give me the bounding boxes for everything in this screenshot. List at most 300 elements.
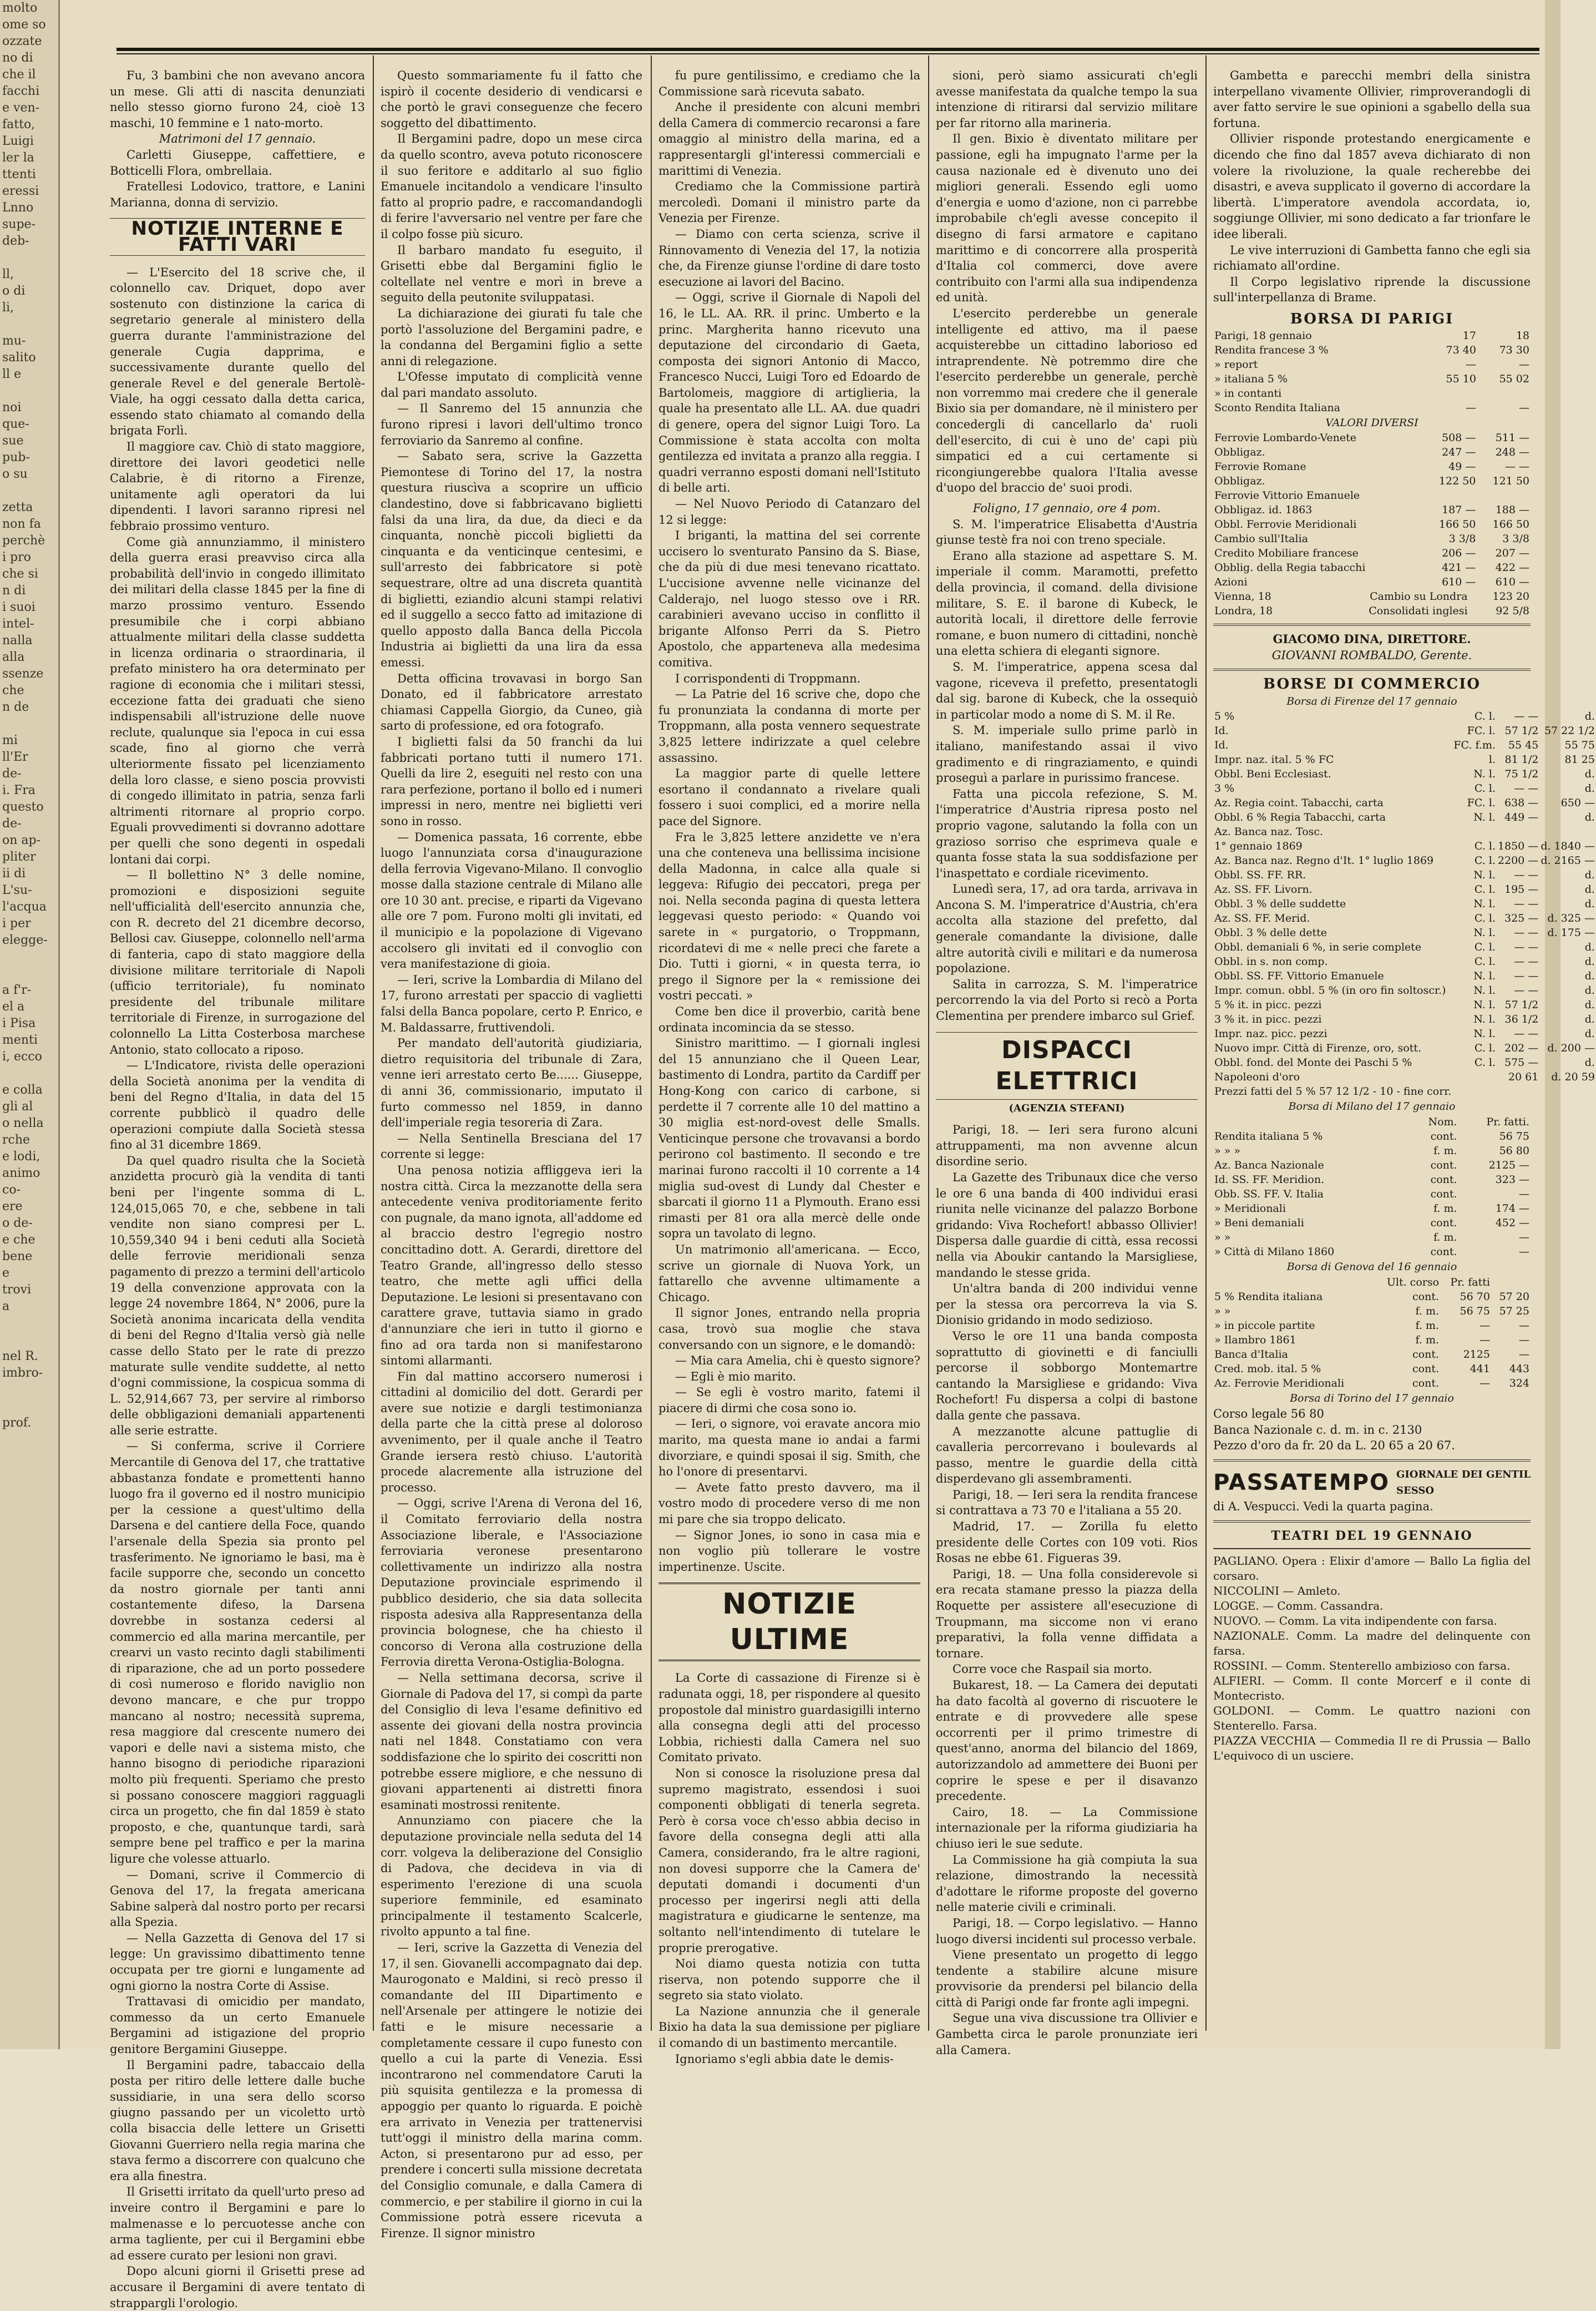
table-cell: Nom. [1428,1116,1457,1129]
table-cell: — [1465,401,1476,414]
table-cell: Rendita italiana 5 % [1214,1130,1323,1143]
table-row [1213,1012,1596,1026]
table-cell: » Meridionali [1214,1202,1286,1215]
table-row [1213,1187,1531,1201]
fragment-line: ssenze [2,667,44,681]
table-cell: 638 — [1504,797,1539,810]
fragment-line: i per [2,917,31,931]
paragraph: — Domani, scrive il Commercio di Genova del 17, la fregata americana Sabine salperà dal nostro porto per recarsi alla Spezia. [110,1868,365,1929]
paragraph: — Ieri, o signore, voi eravate ancora mio marito, ma questa mane io andai a farmi divorziare, e quindi sposai il sig. Smith, che ho l'onore di presentarvi. [658,1417,920,1479]
fragment-line: ome so [2,18,46,32]
fragment-line [0,383,58,400]
paragraph: Da quel quadro risulta che la Società anzidetta procurò già la vendita di tanti beni per l'ingente somma di L. 124,015,065 70, e che, sebbene in tali vendite non siano compresi per L. 10,559,340 94 i beni ceduti alla Società delle ferrovie meridionali senza pagamento di prezzo a termini dell'articolo 19 della convenzione approvata con la legge 24 novembre 1864, N° 2006, pure la Società anonima incaricata della vendita di beni del Regno d'Italia versò già nelle casse dello Stato per le rate di prezzo maturate sulle vendite suddette, al netto d'ogni commissione, la cospicua somma di L. 52,914,667 73, per servire al rimborso delle obbligazioni demaniali appartenenti alle serie estratte. [110,1154,365,1437]
table-cell: » report [1214,358,1258,371]
table-cell: — — [1514,710,1539,723]
paragraph: Dopo alcuni giorni il Grisetti prese ad accusare il Bergamini di avere tentato di strappargli l'orologio. [110,2264,365,2310]
paragraph: — Il Sanremo del 15 annunzia che furono ripresi i lavori dell'ultimo tronco ferroviario da Sanremo al confine. [381,402,642,447]
paragraph: A mezzanotte alcune pattuglie di cavalleria percorrevano i boulevards al passo, mentre le guardie della città disperdevano gli assembramenti. [936,1424,1198,1486]
table-row [1213,488,1531,503]
table-cell: Ferrovie Lombardo-Venete [1214,432,1356,444]
table-cell: Obbl. fond. del Monte dei Paschi 5 % [1214,1056,1412,1069]
fragment-line: o di [2,284,26,298]
fragment-line: o de- [2,1216,33,1230]
table-cell: Obbl. SS. FF. Vittorio Emanuele [1214,970,1384,983]
table-cell: Impr. naz. picc. pezzi [1214,1028,1328,1040]
table-row [1213,853,1596,868]
table-cell: 20 61 [1508,1071,1539,1084]
paragraph: La Nazione annunzia che il generale Bixio ha data la sua demissione per pigliare il comando di un bastimento mercantile. [658,2004,920,2050]
table-cell: d. 2165 — [1541,854,1595,867]
adjacent-page-fragment [0,0,60,2049]
paragraph: Corre voce che Raspail sia morto. [952,1662,1152,1676]
paragraph: Un matrimonio all'americana. — Ecco, scrive un giornale di Nuova York, un fattarello che avvenne ultimamente a Chicago. [658,1242,920,1304]
table-cell: — [1479,1333,1490,1346]
table-cell: 18 [1516,329,1529,342]
paragraph: Il Bergamini padre, tabaccaio della posta per ritiro delle lettere dalle buche sussidiarie, in una sera dello scorso giugno passando per un vicoletto urtò colla bisaccia delle lettere un Grisetti Giovanni Guerriero nella regia marina che stava fermo a discorrere con qualcuno che era alla finestra. [110,2058,365,2183]
table-row [1213,1129,1531,1144]
article-body [658,1670,920,2067]
table-cell: Az. Banca naz. Regno d'It. 1° luglio 1869 [1214,854,1434,867]
table-cell: 5 % [1214,710,1235,723]
table-row [1213,767,1596,781]
milano-title: Borsa di Milano del 17 gennaio [1288,1100,1456,1113]
table-row [1213,1084,1596,1099]
table-cell: Id. SS. FF. Meridion. [1214,1174,1325,1186]
table-cell: f. m. [1433,1145,1457,1157]
table-cell: — — [1514,898,1539,911]
marriage-entry: Carletti Giuseppe, caffettiere, e Botticelli Flora, ombrellaia. [110,148,365,178]
paragraph: — Avete fatto presto davvero, ma il vostro modo di procedere verso di me non mi pare che sia troppo delicato. [658,1480,920,1526]
table-cell: 1850 — [1497,840,1539,853]
table-cell: — [1519,401,1529,414]
table-cell: 5 % Rendita italiana [1214,1290,1323,1303]
table-row [1213,1362,1531,1376]
table-cell: f. m. [1433,1231,1457,1244]
table-cell: — [1519,358,1529,371]
column-1 [110,68,365,2310]
fragment-line: o su [2,467,28,481]
genova-table [1213,1275,1531,1390]
table-cell: d. [1584,984,1595,997]
gerente-line: GIOVANNI ROMBALDO, Gerente. [1271,648,1472,662]
table-cell: — [1519,1188,1529,1201]
table-row [1213,983,1596,998]
paragraph: — Mia cara Amelia, chi è questo signore? [675,1354,920,1368]
fragment-line: questo [2,800,44,814]
table-cell: Azioni [1214,576,1248,589]
fragment-line: a f'r- [2,983,32,997]
theatre-entry: ROSSINI. — Comm. Stenterello ambizioso con farsa. [1213,1659,1511,1673]
table-row [1213,897,1596,911]
table-cell: Banca d'Italia [1214,1348,1288,1361]
paragraph: Il barbaro mandato fu eseguito, il Grisetti ebbe dal Bergamini figlio le coltellate nel ventre e morì in breve a seguito della peutonite sviluppatasi. [381,243,642,305]
table-cell: 3 3/8 [1448,533,1476,545]
table-cell: 650 — [1560,797,1595,810]
milano-table [1213,1115,1531,1259]
paragraph: — Se egli è vostro marito, fatemi il piacere di dirmi che cosa sono io. [658,1385,920,1415]
fragment-line: elegge- [2,933,48,947]
table-cell: C. l. [1474,782,1496,795]
fragment-line: ll e [2,367,22,381]
births-note: Fu, 3 bambini che non avevano ancora un mese. Gli atti di nascita denunziati nello stesso giorno furono 24, cioè 13 maschi, 10 femmine e 1 nato-morto. [110,69,365,130]
paragraph: L'Ofesse imputato di complicità venne dal pari mandato assoluto. [381,370,642,400]
paragraph: — Signor Jones, io sono in casa mia e non voglio più tollerare le vostre impertinenze. Uscite. [658,1528,920,1574]
marriages-title: Matrimoni del 17 gennaio. [159,132,316,146]
paragraph: Annunziamo con piacere che la deputazione provinciale nella seduta del 14 corr. volgeva la deliberazione del Consiglio di Padova, che decideva in via di esperimento l'erezione di una scuola superiore femminile, ed esaminato principalmente il testamento Scalcerle, rivolto appunto a tal fine. [381,1814,642,1939]
table-cell: — — [1514,941,1539,954]
paragraph: Il gen. Bixio è diventato militare per passione, egli ha impugnato l'arme per la causa nazionale ed è divenuto uno dei migliori generali. Essendo egli uomo d'energia e uomo d'azione, non ci parrebbe improbabile ch'egli avesse concepito il disegno di farsi armatore e capitano marittimo e di concorrere alla prosperità d'Italia col commerci, dove avere contribuito con l'armi alla sua indipendenza ed unità. [936,132,1198,305]
paragraph: Ollivier risponde protestando energicamente e dicendo che fino dal 1857 aveva dichiarato di non volere la rivoluzione, la quale recherebbe dei disastri, e aveva supplicato il governo di accordare la libertà. L'imperatore avendola accordata, io, soggiunge Ollivier, mi sono dedicato a far trionfare le idee liberali. [1213,132,1531,241]
table-cell: 36 1/2 [1504,1013,1539,1026]
table-cell: C. l. [1474,941,1496,954]
table-cell: Az. Ferrovie Meridionali [1214,1377,1345,1389]
table-row [1213,1318,1531,1333]
table-cell [1452,1084,1497,1099]
fragment-line: bene [2,1250,33,1263]
table-row [1213,969,1596,983]
table-cell: 75 1/2 [1504,768,1539,781]
fragment-line: on ap- [2,833,41,847]
table-cell: 2125 [1463,1348,1490,1361]
table-cell: cont. [1430,1217,1457,1230]
paragraph: Il signor Jones, entrando nella propria casa, trovò sua moglie che stava conversando con un signore, e le domandò: [658,1306,920,1352]
fragment-line [0,1065,58,1082]
fragment-line: non fa [2,517,41,531]
table-cell: cont. [1412,1348,1440,1361]
paragraph: Per mandato dell'autorità giudiziaria, dietro requisitoria del tribunale di Zara, venne ieri arrestato certo Be...... Giuseppe, di anni 36, commissionario, imputato il furto commesso nel 1859, in danno dell'imperiale regia tesoreria di Zara. [381,1036,642,1130]
table-row [1213,459,1531,474]
fragment-line: animo [2,1166,40,1180]
table-cell: d. 20 59 [1551,1071,1595,1084]
table-cell [1452,825,1497,839]
table-row [1213,1070,1596,1084]
fragment-line [0,716,58,732]
table-row [1213,1201,1531,1216]
table-cell: Obbl. 6 % Regia Tabacchi, carta [1214,811,1386,824]
table-cell: 610 — [1495,576,1529,589]
fragment-line: noi [2,401,22,414]
paragraph: I biglietti falsi da 50 franchi da lui fabbricati portano tutti il numero 171. Quelli da lire 2, eseguiti nel resto con una rara perfezione, portano il bollo ed i numeri impressi in nero, mentre nei biglietti veri sono in rosso. [381,735,642,828]
table-cell: 56 80 [1499,1145,1529,1157]
table-cell [1424,386,1477,401]
paragraph: Questo sommariamente fu il fatto che ispirò il cocente desiderio di vendicarsi e che portò le gravi conseguenze che fecero soggetto del dibattimento. [381,69,642,130]
table-cell: — — [1514,1028,1539,1040]
table-cell: C. l. [1474,1042,1496,1055]
table-cell: Cambio su Londra [1370,590,1468,603]
table-row [1213,401,1531,415]
table-row [1213,575,1531,589]
table-cell: 55 10 [1446,372,1476,385]
fragment-line: de- [2,767,22,781]
table-cell: Az. SS. FF. Merid. [1214,912,1310,925]
paragraph: S. M. l'imperatrice Elisabetta d'Austria giunse testè fra noi con treno speciale. [936,517,1198,547]
fragment-line: i pro [2,550,31,564]
table-cell: 610 — [1442,576,1476,589]
table-row [1213,1055,1596,1070]
table-cell: N. l. [1473,970,1496,983]
table-cell: Obbligaz. [1214,475,1265,488]
section-heading-dispacci: DISPACCI ELETTRICI [936,1032,1198,1100]
fragment-line [0,250,58,266]
table-cell: d. [1584,869,1595,882]
fragment-line: ttenti [2,168,36,181]
table-cell: 1° gennaio 1869 [1214,840,1303,853]
table-cell: » » » [1214,1145,1240,1157]
paragraph: Anche il presidente con alcuni membri della Camera di commercio recaronsi a fare omaggio al ministro della marina, ed a rappresentargli gl'interessi commerciali e marittimi di Venezia. [658,100,920,178]
table-cell: 56 75 [1499,1130,1529,1143]
paragraph: — L'Indicatore, rivista delle operazioni della Società anonima per la vendita di beni del Regno d'Italia, in data del 15 corrente pubblicò il quadro delle operazioni compiute dalla Società stessa fino al 31 dicembre 1869. [110,1059,365,1152]
theatre-entry: NUOVO. — Comm. La vita indipendente con farsa. [1213,1614,1498,1628]
theatre-entry: LOGGE. — Comm. Cassandra. [1213,1599,1384,1613]
table-cell: — — [1514,970,1539,983]
table-cell: Obbl. in s. non comp. [1214,955,1328,968]
paragraph: Parigi, 18. — Una folla considerevole si era recata stamane presso la piazza della Roquette per assistere all'esecuzione di Troupmann, ma siccome non vi erano preparativi, la folla venne diffidata a tornare. [936,1567,1198,1660]
fragment-line: ere [2,1200,23,1213]
table-cell: Ferrovie Vittorio Emanuele [1214,489,1360,502]
table-row [1213,709,1596,724]
fragment-line: che [2,684,24,697]
table-cell: d. [1584,1056,1595,1069]
table-cell: d. [1584,999,1595,1012]
column-3 [658,68,920,2066]
paragraph: Non si conosce la risoluzione presa dal supremo magistrato, essendosi i suoi componenti obbligati di tenerla segreta. Però è corsa voce ch'esso abbia deciso in favore della consegna degli atti alla Camera, considerando, fra le altre ragioni, non dovesi supporre che la Camera de' deputati domandi i documenti d'un processo per ingerirsi negli atti della magistratura e giudicarne le sentenze, ma soltanto nell'intendimento di tutelare le proprie prerogative. [658,1766,920,1955]
fragment-line: nel R. [2,1349,38,1363]
paragraph: Erano alla stazione ad aspettare S. M. imperiale il comm. Maramotti, prefetto della provincia, il comand. della divisione militare, S. E. il barone di Kubeck, le autorità locali, il direttore delle ferrovie romane, e buon numero di cittadini, nonchè una eletta schiera di eleganti signore. [936,549,1198,658]
table-cell: Londra, 18 [1214,605,1273,618]
table-row [1213,1026,1596,1041]
table-cell: N. l. [1473,1028,1496,1040]
paragraph: fu pure gentilissimo, e crediamo che la Commissione sarà ricevuta sabato. [658,69,920,98]
fragment-line: co- [2,1183,21,1197]
fragment-line: ll'Er [2,750,28,764]
table-cell: d. [1584,782,1595,795]
table-cell: 195 — [1504,883,1539,896]
table-cell: » Città di Milano 1860 [1214,1246,1335,1258]
table-row [1213,1115,1531,1129]
table-cell: N. l. [1473,927,1496,939]
paragraph: Ignoriamo s'egli abbia date le demis- [675,2052,894,2066]
fragment-line: e che [2,1233,36,1247]
paragraph: Parigi, 18. — Ieri sera la rendita francese si contrattava a 73 70 e l'italiana a 55 20. [936,1488,1198,1518]
table-cell: — — [1514,869,1539,882]
marriage-entry: Fratellesi Lodovico, trattore, e Lanini Marianna, donna di servizio. [110,180,365,209]
fragment-line: deb- [2,234,29,248]
table-cell: Consolidati inglesi [1369,605,1468,618]
table-row [1213,940,1596,954]
paragraph: — Il bollettino N° 3 delle nomine, promozioni e disposizioni seguite nell'ufficialità dell'esercito annunzia che, con R. decreto del 21 dicembre decorso, Bellosi cav. Giuseppe, colonnello nell'arma di fanteria, capo di stato maggiore della divisione militare territoriale di Napoli (ufficio territoriale), fu nominato presidente del tribunale militare territoriale di Firenze, in surrogazione del colonnello La Litta Costerbosa marchese Antonio, stato collocato a riposo. [110,868,365,1056]
column-rule [1205,55,1207,2031]
table-cell: 3 3/8 [1502,533,1529,545]
paragraph: — La Patrie del 16 scrive che, dopo che fu pronunziata la condanna di morte per Troppmann, alla posta vennero sequestrate 3,825 lettere indirizzate a quel celebre assassino. [658,687,920,765]
theatre-entry: NAZIONALE. Comm. La madre del delinquente con farsa. [1213,1629,1531,1658]
fragment-line: menti [2,1033,38,1047]
paragraph: Bukarest, 18. — La Camera dei deputati ha dato facoltà al governo di riscuotere le entrate e di provvedere alle spese occorrenti per il primo trimestre di quest'anno, anorma del bilancio del 1869, autorizzandolo ad ammettere dei Buoni per coprire le spese e per il disavanzo precedente. [936,1678,1198,1803]
fragment-line: molto [2,1,38,15]
paragraph: Fin dal mattino accorsero numerosi i cittadini al domicilio del dott. Gerardi per avere sue notizie e dargli testimonianza della parte che la città prese al doloroso avvenimento, per il quale anche il Teatro Grande iersera restò chiuso. L'autorità procede alacremente alla istruzione del processo. [381,1369,642,1494]
table-cell: d. [1584,941,1595,954]
paragraph: — Domenica passata, 16 corrente, ebbe luogo l'annunziata corsa d'inaugurazione della ferrovia Vigevano-Milano. Il convoglio mosse dalla stazione centrale di Milano alle ore 10 30 ant. precise, e riparti da Vigevano alle ore 7 pom. Furono molti gli invitati, ed il municipio e la popolazione di Vigevano accolsero gli invitati ed il convoglio con vera manifestazione di gioia. [381,830,642,971]
table-cell: Obblig. della Regia tabacchi [1214,562,1366,574]
section-heading-notizie-ultime: NOTIZIE ULTIME [658,1582,920,1661]
table-cell: N. l. [1473,869,1496,882]
fragment-line: pub- [2,451,30,464]
table-cell: 122 50 [1438,475,1476,488]
fragment-line: rche [2,1133,31,1147]
table-cell [1477,488,1531,503]
table-row [1213,926,1596,940]
table-row [1213,1230,1531,1245]
fragment-line: ll, [2,267,14,281]
paragraph: Segue una viva discussione tra Ollivier e Gambetta circa le parole pronunziate ieri alla Camera. [936,2011,1198,2057]
paragraph: Crediamo che la Commissione partirà mercoledì. Domani il ministro parte da Venezia per Firenze. [658,180,920,225]
column-4 [936,68,1198,2057]
table-row [1213,796,1596,810]
fragment-line: Luigi [2,134,34,148]
table-cell: Vienna, 18 [1214,590,1271,603]
table-cell: 55 75 [1564,739,1595,752]
table-cell: 57 1/2 [1504,999,1539,1012]
table-cell: 121 50 [1492,475,1529,488]
table-cell: Ult. corso [1386,1276,1440,1288]
bourse-paris-title: BORSA DI PARIGI [1290,310,1454,327]
table-cell: Obb. SS. FF. V. Italia [1214,1188,1324,1201]
table-cell: » Beni demaniali [1214,1217,1304,1230]
table-cell: 57 20 [1499,1290,1529,1303]
table-cell: » in contanti [1214,387,1282,400]
table-cell: f. m. [1433,1202,1457,1215]
fragment-line: de- [2,817,22,831]
header-rule [116,48,1539,54]
paragraph: Viene presentato un progetto di leggo tendente a stabilire alcune misure provvisorie da prendersi pel bilancio della città di Parigi onde far fronte agli impegni. [936,1948,1198,2009]
paragraph: Il Grisetti irritato da quell'urto preso ad inveire contro il Bergamini e pare lo malmenasse e lo percuotesse anche con arma tagliente, per cui il Bergamini ebbe ad essere curato per lesioni non gravi. [110,2185,365,2262]
divider [1213,669,1531,671]
table-cell: Napoleoni d'oro [1214,1071,1300,1084]
paragraph: Trattavasi di omicidio per mandato, commesso da un certo Emanuele Bergamini ad istigazione del proprio genitore Bergamini Giuseppe. [110,1995,365,2056]
director-line: GIACOMO DINA, DIRETTORE. [1273,632,1471,646]
table-cell: C. l. [1474,840,1496,853]
table-cell: 248 — [1495,446,1529,459]
table-cell: » in piccole partite [1214,1319,1315,1332]
fragment-line: e [2,1266,10,1280]
table-cell: 3 % it. in picc. pezzi [1214,1013,1322,1026]
fragment-line [0,1382,58,1398]
table-cell: 511 — [1495,432,1529,444]
theatre-entry: PIAZZA VECCHIA — Commedia Il re di Prussia — Ballo L'equivoco di un usciere. [1213,1734,1531,1763]
table-row [1213,445,1531,459]
table-cell: Impr. naz. ital. 5 % FC [1214,754,1334,766]
paragraph: Come ben dice il proverbio, carità bene ordinata incomincia da se stesso. [658,1005,920,1034]
table-cell: Obbl. 3 % delle suddette [1214,898,1346,911]
paragraph: La maggior parte di quelle lettere esortano il condannato a rivelare quali fossero i suoi complici, ed a morire nella pace del Signore. [658,767,920,828]
section-heading-notizie-interne: NOTIZIE INTERNE E FATTI VARI [110,218,365,255]
torino-line: Banca Nazionale c. d. m. in c. 2130 [1213,1423,1422,1437]
table-cell: N. l. [1473,999,1496,1012]
table-row [1213,839,1596,853]
table-cell [1213,1115,1408,1129]
paragraph: La Commissione ha già compiuta la sua relazione, dimostrando la necessità d'adottare le riforme proposte del governo nelle materie civili e criminali. [936,1853,1198,1914]
table-row [1213,882,1596,897]
fragment-line [0,1315,58,1332]
paragraph: La Gazette des Tribunaux dice che verso le ore 6 una banda di 400 individui erasi riunita nelle vicinanze del palazzo Borbone gridando: Viva Rochefort! abbasso Ollivier! Dispersa dalle guardie di città, essa recossi nella via Aboukir cantando la Marsigliese, mandando le stesse grida. [936,1171,1198,1280]
table-cell [1452,1070,1497,1084]
table-cell: 73 40 [1446,343,1476,356]
bourse-paris-table [1213,328,1531,415]
table-cell: cont. [1430,1159,1457,1172]
table-row [1213,474,1531,488]
fragment-line: Lnno [2,201,34,215]
theatre-entry: NICCOLINI — Amleto. [1213,1584,1341,1598]
table-cell: cont. [1430,1246,1457,1258]
table-cell [1213,1275,1374,1289]
table-cell: 92 5/8 [1496,605,1529,618]
column-5 [1213,68,1595,2032]
table-row [1213,1245,1531,1259]
paragraph: — Sabato sera, scrive la Gazzetta Piemontese di Torino del 17, la nostra questura riuscìva a scoprire un ufficio clandestino, dove si fabbricavano biglietti falsi da una lira, da due, da dieci e da cinquanta, nonchè piccoli biglietti da cinquanta e da venticinque centesimi, e sull'arresto dei fabbricatore si potè sequestrare, oltre ad una discreta quantità di biglietti, eziandio alcuni stampi relativi ed il suggello a secco fatto ad imitazione di quello apposto dalla Banca della Piccola Industria ai biglietti da una lira da essa emessi. [381,449,642,669]
table-cell: 449 — [1504,811,1539,824]
table-cell: 73 30 [1499,343,1529,356]
table-row [1213,1172,1531,1187]
dateline: Foligno, 17 gennaio, ore 4 pom. [972,502,1161,515]
fragment-line [0,1332,58,1348]
paragraph: Lunedì sera, 17, ad ora tarda, arrivava in Ancona S. M. l'imperatrice d'Austria, ch'era accolta alla stazione del prefetto, dal generale comandante la divisione, dalle altre autorità civili e militari e da numerosa popolazione. [936,882,1198,975]
article-body [658,68,920,1575]
table-cell: 57 22 1/2 [1544,725,1595,737]
table-cell: — [1519,1333,1529,1346]
table-cell: 166 50 [1492,518,1529,531]
paragraph: — Nella settimana decorsa, scrive il Giornale di Padova del 17, si compì da parte del Consiglio di leva l'esame definitivo ed assente dei giovani della nostra provincia nati nel 1848. Constatiamo con vera soddisfazione che lo spirito dei coscritti non potrebbe essere migliore, e che nessuno di giovani appartenenti ai distretti finora esaminati mostrossi renitente. [381,1671,642,1812]
table-cell: 57 25 [1499,1304,1529,1317]
table-cell: Az. SS. FF. Livorn. [1214,883,1313,896]
table-cell: 3 % [1214,782,1235,795]
table-row [1213,1158,1531,1172]
table-cell: f. m. [1415,1304,1440,1317]
paragraph: — L'Esercito del 18 scrive che, il colonnello cav. Driquet, dopo aver sostenuto con distinzione la carica di segretario generale al ministero della guerra durante l'amministrazione del generale Cugia dapprima, e successivamente durante quello del generale Revel e del generale Bertolè-Viale, ha oggi cessato dalla detta carica, essendo stato chiamato al comando della brigata Forlì. [110,265,365,438]
paragraph: Cairo, 18. — La Commissione internazionale per la riforma giudiziaria ha chiuso ieri le sue sedute. [936,1805,1198,1850]
table-cell [1539,825,1596,839]
paragraph: Verso le ore 11 una banda composta soprattutto di giovinetti e di fanciulli percorse il sobborgo Montemartre cantando la Marsigliese e gridando: Viva Rochefort! Fu dispersa a colpi di bastone dalla gente che passava. [936,1329,1198,1422]
fragment-line: facchi [2,84,40,98]
table-cell: Az. Banca Nazionale [1214,1159,1324,1172]
torino-list [1213,1406,1531,1454]
table-cell: C. l. [1474,1056,1496,1069]
table-cell [1497,1084,1539,1099]
table-cell: cont. [1430,1188,1457,1201]
table-row [1213,868,1596,882]
table-row [1213,1216,1531,1230]
fragment-line: ler la [2,151,34,165]
fragment-line [0,1398,58,1415]
fragment-line: i. Fra [2,783,36,797]
table-cell: 508 — [1442,432,1476,444]
table-cell: 49 — [1448,461,1476,473]
table-row [1213,343,1531,357]
table-cell: 188 — [1495,504,1529,517]
divider [1213,624,1531,626]
table-cell: 324 [1509,1377,1529,1389]
table-cell: d. [1584,768,1595,781]
fragment-line: eressi [2,184,39,198]
table-cell: d. [1584,970,1595,983]
table-cell: Impr. comun. obbl. 5 % (in oro fin soltoscr.) [1214,984,1446,997]
article-body [936,68,1198,496]
table-cell: d. 200 — [1547,1042,1595,1055]
table-cell: N. l. [1473,898,1496,911]
fragment-line: e ven- [2,101,40,115]
table-cell: N. l. [1473,984,1496,997]
table-cell: 81 1/2 [1504,754,1539,766]
paragraph: Fatta una piccola refezione, S. M. l'imperatrice d'Austria ripresa posto nel proprio vagone, salutando la folla con un grazioso sorriso che esprimeva quale e quanta fosse stata la sua soddisfazione per l'inaspettato e cordiale ricevimento. [936,787,1198,880]
table-cell: 443 [1509,1362,1529,1375]
